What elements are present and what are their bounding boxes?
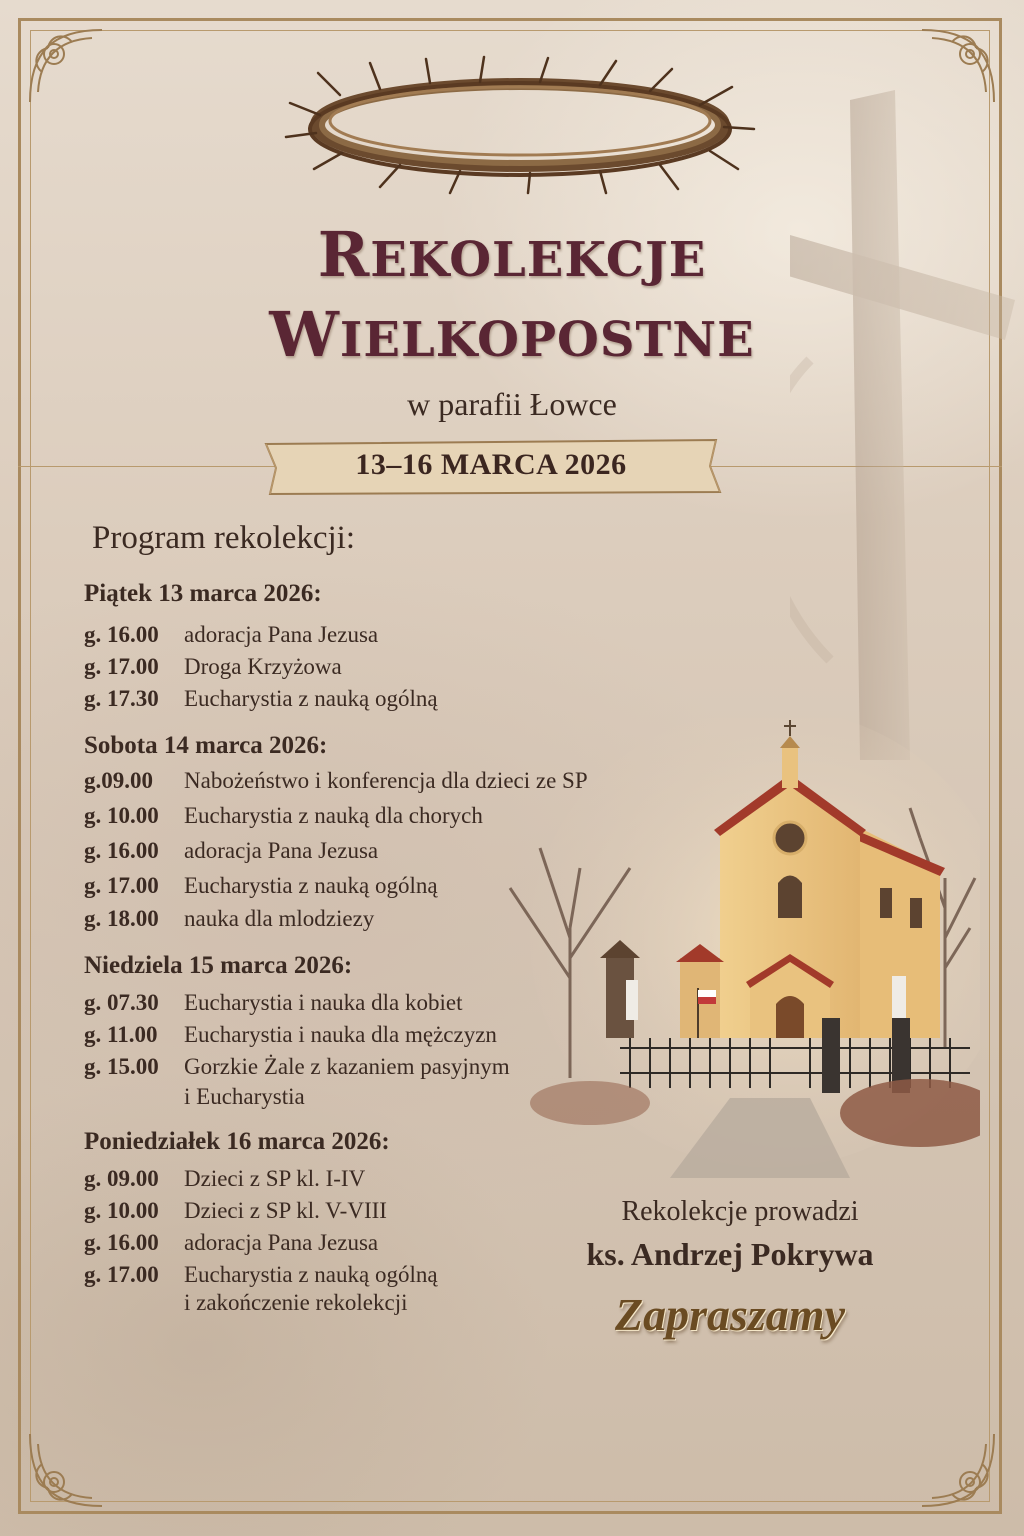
- event-time: g. 16.00: [84, 838, 159, 863]
- event-row: [84, 803, 483, 829]
- event-row: [84, 1166, 365, 1192]
- event-description-continued: i Eucharystia: [184, 1084, 305, 1109]
- event-description: Gorzkie Żale z kazaniem pasyjnym: [184, 1054, 510, 1079]
- event-row: [84, 1054, 510, 1080]
- event-time: g. 17.00: [84, 654, 159, 679]
- corner-ornament-icon: [22, 1424, 112, 1514]
- event-row: [84, 873, 438, 899]
- corner-ornament-icon: [22, 22, 112, 112]
- event-time: g. 17.00: [84, 873, 159, 898]
- event-description: Nabożeństwo i konferencja dla dzieci ze SP: [184, 768, 588, 793]
- leader-label: Rekolekcje prowadzi: [621, 1196, 859, 1227]
- event-description: Dzieci z SP kl. V-VIII: [184, 1198, 387, 1223]
- event-description-continued: i zakończenie rekolekcji: [184, 1290, 408, 1315]
- event-time: g. 10.00: [84, 803, 159, 828]
- event-time: g. 16.00: [84, 622, 159, 647]
- event-row: [84, 838, 378, 864]
- event-description: Eucharystia i nauka dla mężczyzn: [184, 1022, 497, 1047]
- event-description: Eucharystia z nauką ogólną: [184, 1262, 438, 1287]
- event-time: g. 17.00: [84, 1262, 159, 1287]
- corner-ornament-icon: [912, 1424, 1002, 1514]
- event-time: g.09.00: [84, 768, 153, 793]
- event-description: Eucharystia z nauką dla chorych: [184, 803, 483, 828]
- event-description: Droga Krzyżowa: [184, 654, 342, 679]
- day-heading-monday: Poniedziałek 16 marca 2026:: [84, 1128, 390, 1155]
- event-time: g. 15.00: [84, 1054, 159, 1079]
- event-row: [84, 990, 462, 1016]
- event-time: g. 10.00: [84, 1198, 159, 1223]
- title-line-1: REKOLEKCJE: [317, 218, 707, 291]
- crown-of-thorns-icon: [280, 55, 760, 195]
- invitation-text: Zapraszamy: [615, 1289, 845, 1340]
- subtitle: w parafii Łowce: [407, 386, 617, 422]
- event-row: [84, 654, 342, 680]
- leader-name: ks. Andrzej Pokrywa: [586, 1236, 874, 1272]
- church-illustration: [500, 718, 980, 1178]
- day-heading-saturday: Sobota 14 marca 2026:: [84, 732, 328, 759]
- event-time: g. 16.00: [84, 1230, 159, 1255]
- event-description: adoracja Pana Jezusa: [184, 622, 379, 647]
- day-heading-friday: Piątek 13 marca 2026:: [84, 580, 322, 607]
- event-description: Eucharystia z nauką ogólną: [184, 873, 438, 898]
- event-description: Dzieci z SP kl. I-IV: [184, 1166, 366, 1191]
- event-row: [84, 1022, 497, 1048]
- date-range: 13–16 MARCA 2026: [355, 448, 627, 481]
- event-description: Eucharystia z nauką ogólną: [184, 686, 438, 711]
- day-heading-sunday: Niedziela 15 marca 2026:: [84, 952, 353, 979]
- title-line-2: WIELKOPOSTNE: [269, 298, 755, 371]
- event-row: [84, 906, 374, 932]
- event-time: g. 09.00: [84, 1166, 159, 1191]
- event-time: g. 18.00: [84, 906, 159, 931]
- event-row: [84, 686, 438, 712]
- event-row: [84, 1198, 387, 1224]
- event-time: g. 11.00: [84, 1022, 158, 1047]
- event-row: [84, 1262, 438, 1288]
- event-row: [84, 1230, 378, 1256]
- event-description: adoracja Pana Jezusa: [184, 1230, 379, 1255]
- program-heading: Program rekolekcji:: [92, 520, 356, 556]
- event-time: g. 07.30: [84, 990, 159, 1015]
- event-description: Eucharystia i nauka dla kobiet: [184, 990, 463, 1015]
- event-row: [84, 622, 378, 648]
- event-time: g. 17.30: [84, 686, 159, 711]
- date-banner: [258, 436, 724, 498]
- event-description: nauka dla mlodziezy: [184, 906, 375, 931]
- event-description: adoracja Pana Jezusa: [184, 838, 379, 863]
